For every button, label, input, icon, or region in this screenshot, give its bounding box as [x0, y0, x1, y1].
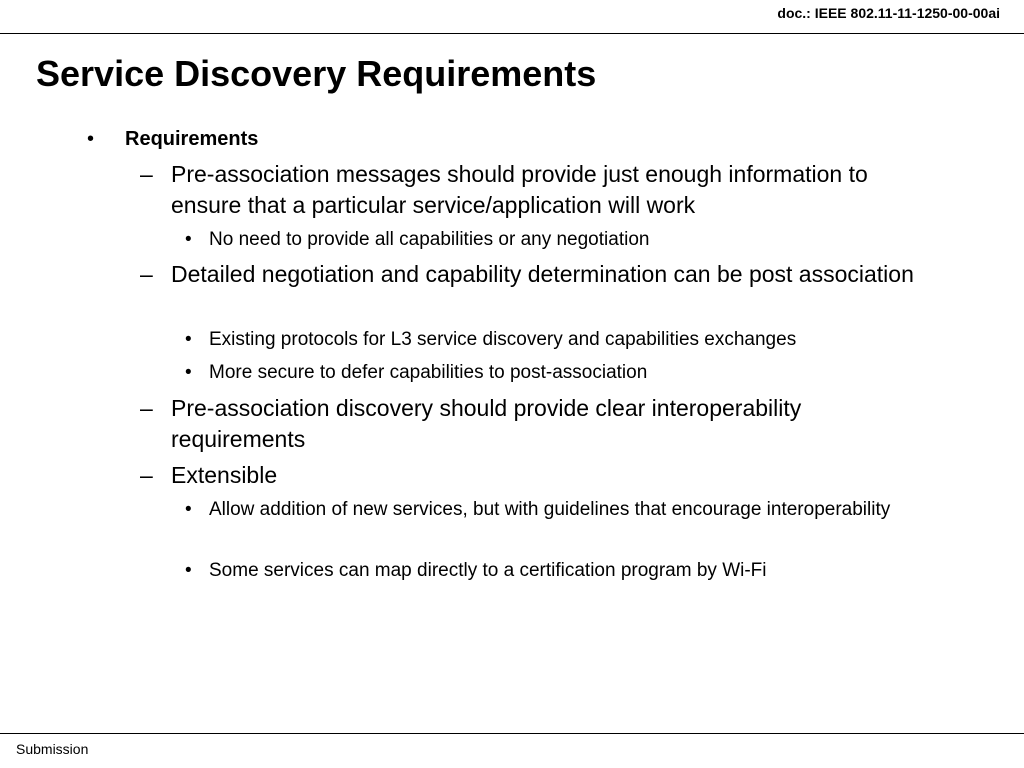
bullet-text: No need to provide all capabilities or any negotiation: [209, 229, 650, 250]
dash-marker: –: [140, 261, 153, 287]
sub-sub-bullet-existing-protocols: [185, 326, 929, 353]
footer-divider: [0, 733, 1024, 734]
sub-bullet-extensible: [140, 460, 931, 491]
bullet-text: More secure to defer capabilities to post-association: [209, 362, 648, 383]
bullet-marker: •: [185, 362, 192, 383]
footer-submission: Submission: [16, 741, 89, 757]
dash-marker: –: [140, 161, 153, 187]
sub-sub-bullet-more-secure: [185, 359, 929, 386]
bullet-text: Extensible: [171, 462, 278, 488]
dash-marker: –: [140, 462, 153, 488]
slide-title: Service Discovery Requirements: [36, 53, 597, 94]
bullet-marker: •: [185, 560, 192, 581]
header-divider: [0, 33, 1024, 34]
bullet-marker: •: [185, 499, 192, 520]
bullet-text: Pre-association messages should provide just enough information to ensure that a particular service/application will work: [171, 161, 868, 218]
sub-sub-bullet-some-services: [185, 557, 929, 584]
sub-bullet-pre-association-discovery: [140, 393, 931, 455]
bullet-text: Existing protocols for L3 service discovery and capabilities exchanges: [209, 329, 797, 350]
document-id: doc.: IEEE 802.11-11-1250-00-00ai: [777, 5, 1000, 21]
bullet-marker: •: [185, 229, 192, 250]
bullet-marker: •: [87, 128, 95, 150]
dash-marker: –: [140, 395, 153, 421]
bullet-requirements: [87, 127, 259, 151]
sub-bullet-pre-association-messages: [140, 159, 931, 221]
bullet-text: Requirements: [125, 128, 259, 150]
bullet-text: Pre-association discovery should provide clear interoperability requirements: [171, 395, 802, 452]
sub-sub-bullet-no-need-capabilities: [185, 226, 929, 253]
bullet-text: Detailed negotiation and capability determination can be post association: [171, 261, 914, 287]
bullet-text: Allow addition of new services, but with guidelines that encourage interoperability: [209, 499, 891, 520]
sub-bullet-detailed-negotiation: [140, 259, 931, 290]
sub-sub-bullet-allow-addition: [185, 496, 929, 523]
bullet-text: Some services can map directly to a certification program by Wi-Fi: [209, 560, 767, 581]
bullet-marker: •: [185, 329, 192, 350]
